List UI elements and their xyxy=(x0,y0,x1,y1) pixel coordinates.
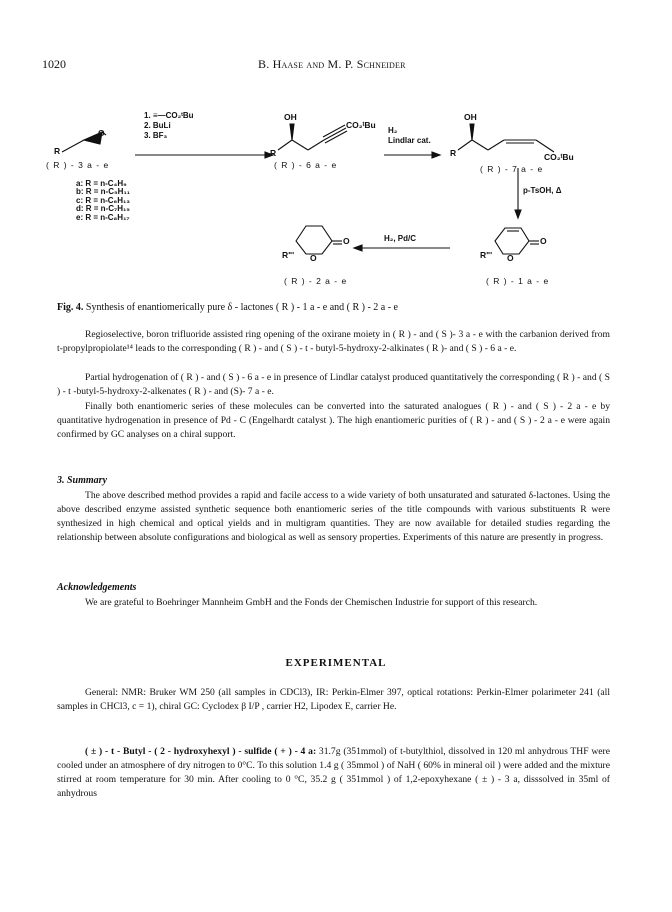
atom-O: O xyxy=(540,236,547,246)
compound-label-3: ( R ) - 3 a - e xyxy=(46,160,110,170)
summary-paragraph: The above described method provides a rapid and facile access to a wide variety of both unsaturated and saturated δ-lactones. Using the above described enzyme assisted synthetic sequence both enantiomeric series of the title compounds with various substituents R were synthesized in high chemical and optical yields and in multigram quantities. They are now available for detailed studies regarding the relationship between absolute configurations and biological as well as sensory properties. Experiments of this nature are presently in progress. xyxy=(57,490,610,543)
atom-CO2tBu: CO₂ᵗBu xyxy=(346,120,376,130)
compound-label-7: ( R ) - 7 a - e xyxy=(480,164,544,174)
figure-caption xyxy=(57,302,398,313)
paragraph-2: Partial hydrogenation of ( R ) - and ( S ) - 6 a - e in presence of Lindlar catalyst produced quantitatively the corresponding ( R ) - and ( S ) - t -butyl-5-hydroxy-2-alkenates ( R ) - and (S)- 7 a - e. xyxy=(57,372,610,397)
atom-OH: OH xyxy=(284,112,297,122)
bond xyxy=(62,140,84,152)
acknowledgements-paragraph: We are grateful to Boehringer Mannheim GmbH and the Fonds der Chemischen Industrie for support of this research. xyxy=(85,597,538,608)
atom-O: O xyxy=(507,253,514,263)
lactone-2-ring xyxy=(296,226,332,254)
paragraph-1: Regioselective, boron trifluoride assisted ring opening of the oxirane moiety in ( R ) - and ( S )- 3 a - e with the carbanion derived from t-propylpropiolate¹⁴ leads to the corresponding ( R ) - and ( S ) - t - butyl-5-hydroxy-2-alkinates ( R )- and ( S ) - 6 a - e. xyxy=(57,329,610,354)
page-number: 1020 xyxy=(42,57,66,71)
reagents-step2: H₂ Lindlar cat. xyxy=(388,126,431,145)
atom-Rstar: R"' xyxy=(282,250,295,260)
reagents-step3: p-TsOH, Δ xyxy=(523,186,562,195)
compound-title: ( ± ) - t - Butyl - ( 2 - hydroxyhexyl ) - sulfide ( + ) - 4 a: xyxy=(85,746,317,757)
atom-OH: OH xyxy=(464,112,477,122)
atom-O: O xyxy=(98,128,105,138)
atom-R: R xyxy=(54,146,61,156)
reaction-scheme xyxy=(40,100,640,295)
running-header-authors: B. Haase and M. P. Schneider xyxy=(258,57,406,71)
substituent-list: a: R = n-C₄H₉ b: R = n-C₅H₁₁ c: R = n-C₆H₁₃ d: R = n-C₇H₁₅ e: R = n-C₈H₁₇ xyxy=(76,179,131,222)
atom-O: O xyxy=(310,253,317,263)
atom-Rstar: R"' xyxy=(480,250,493,260)
experimental-heading: EXPERIMENTAL xyxy=(285,657,387,669)
lactone-1-ring xyxy=(495,228,529,254)
figure-caption-text: Synthesis of enantiomerically pure δ - lactones ( R ) - 1 a - e and ( R ) - 2 a - e xyxy=(85,302,398,313)
compound-label-2: ( R ) - 2 a - e xyxy=(284,276,348,286)
preparation-paragraph: ( ± ) - t - Butyl - ( 2 - hydroxyhexyl ) - sulfide ( + ) - 4 a: 31.7g (351mmol) of t-butylthiol, dissolved in 120 ml anhydrous THF were cooled under an atmosphere of dry nitrogen to 0°C. To this solution 1.4 g ( 35mmol ) of NaH ( 60% in mineral oil ) were added and the mixture stirred at room temperature for 30 min. After cooling to 0 °C, 35.2 g ( 351mmol ) of 1,2-epoxyhexane ( ± ) - 3 a, disssolved in 35ml of anhydrous xyxy=(57,746,610,799)
summary-heading: 3. Summary xyxy=(57,475,108,486)
figure-label: Fig. 4. xyxy=(57,302,84,313)
reagents-step4: H₂, Pd/C xyxy=(384,234,416,243)
atom-R: R xyxy=(450,148,457,158)
compound-label-1: ( R ) - 1 a - e xyxy=(486,276,550,286)
paragraph-3: Finally both enantiomeric series of these molecules can be converted into the saturated analogues ( R ) - and ( S ) - 2 a - e by quantitative hydrogenation in presence of Pd - C (Engelhardt catalyst ). The high enantiomeric purities of ( R ) - and ( S ) - 2 a - e were again confirmed by GC analyses on a chiral support. xyxy=(57,401,610,440)
atom-CO2tBu: CO₂ᵗBu xyxy=(544,152,574,162)
acknowledgements-heading: Acknowledgements xyxy=(57,582,137,593)
atom-R: R xyxy=(270,148,277,158)
atom-O: O xyxy=(343,236,350,246)
general-paragraph: General: NMR: Bruker WM 250 (all samples in CDCl3), IR: Perkin-Elmer 397, optical rotations: Perkin-Elmer polarimeter 241 (all samples in CHCl3, c = 1), chiral GC: Cyclodex β I/P , carrier H2, Lipodex E, carrier He. xyxy=(57,687,610,712)
reagents-step1: 1. ≡—CO₂ᵗBu 2. BuLi 3. BF₃ xyxy=(144,111,194,140)
compound-label-6: ( R ) - 6 a - e xyxy=(274,160,338,170)
